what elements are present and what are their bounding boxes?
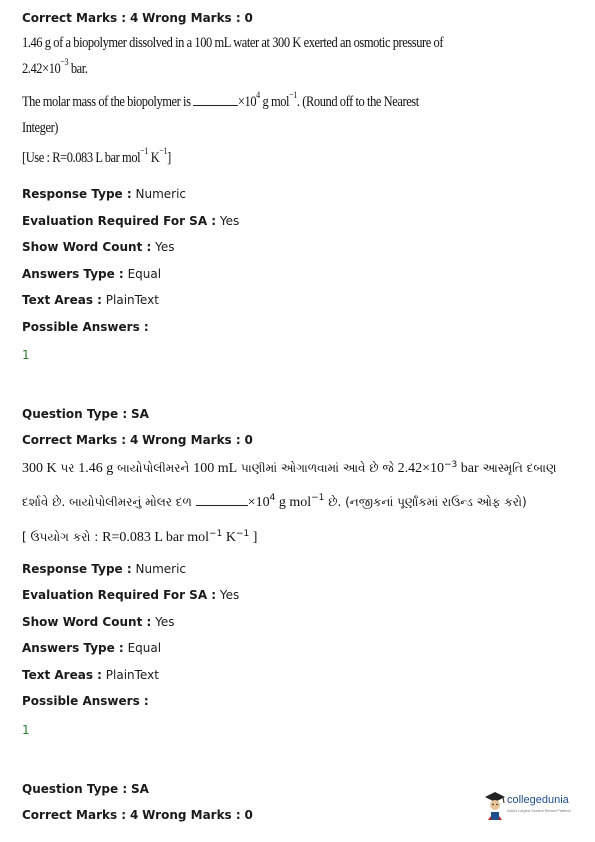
q1-possible-answer-value: 1 xyxy=(22,348,30,362)
q3-marks-line: Correct Marks : 4 Wrong Marks : 0 xyxy=(22,808,253,822)
q1-text-line-1: 1.46 g of a biopolymer dissolved in a 100 mL water at 300 K exerted an osmotic pressure of xyxy=(22,35,444,51)
q2-evaluation-required: Evaluation Required For SA : Yes xyxy=(22,588,240,602)
q1-show-word-count: Show Word Count : Yes xyxy=(22,240,175,254)
q1-text-line-4: Integer) xyxy=(22,120,59,136)
q2-possible-answer-value: 1 xyxy=(22,723,30,737)
wrong-marks-value: 0 xyxy=(244,11,253,25)
q2-marks-line: Correct Marks : 4 Wrong Marks : 0 xyxy=(22,433,253,447)
q1-answers-type: Answers Type : Equal xyxy=(22,267,162,281)
correct-marks-value: 4 xyxy=(129,11,139,25)
q2-gujarati-line-1: 300 K પર 1.46 g બાયોપોલીમરને 100 mL પાણીમાં ઓગાળવામાં આવે છે જે $2.42\times 10^{-3}$ bar આસ્મૃતિ દબાણ xyxy=(22,460,557,476)
graduate-mascot-icon xyxy=(483,790,507,824)
q1-text-line-3: The molar mass of the biopolymer is $\times 10^4$ g mol$^{-1}$. (Round off to the Nearest xyxy=(22,91,419,110)
q1-response-type: Response Type : Numeric xyxy=(22,187,187,201)
q1-possible-answers-label: Possible Answers : xyxy=(22,320,149,334)
q1-text-areas: Text Areas : PlainText xyxy=(22,293,159,307)
q1-text-line-5: [Use : R=0.083 L bar mol$^{-1}$ $K^{-1}$] xyxy=(22,147,171,166)
q2-gujarati-line-2: દર્શાવે છે. બાયોપોલીમરનું મોલર દળ $\times 10^4$ g mol$^{-1}$ છે. (નજીકનાં પૂર્ણાંકમાં રાઉન્ડ ઓફ કરો) xyxy=(22,493,527,510)
q1-evaluation-required: Evaluation Required For SA : Yes xyxy=(22,214,240,228)
q2-show-word-count: Show Word Count : Yes xyxy=(22,615,175,629)
q2-question-type: Question Type : SA xyxy=(22,407,149,421)
logo-tagline: India's Largest Student Review Platform xyxy=(507,809,571,813)
q2-response-type: Response Type : Numeric xyxy=(22,562,187,576)
q3-question-type: Question Type : SA xyxy=(22,782,149,796)
q1-text-line-2: $2.42\times 10^{-3}$ bar. xyxy=(22,58,88,77)
answer-blank xyxy=(193,94,238,106)
q2-possible-answers-label: Possible Answers : xyxy=(22,694,149,708)
collegedunia-logo xyxy=(483,790,583,826)
correct-marks-label: Correct Marks : xyxy=(22,11,127,25)
q2-text-areas: Text Areas : PlainText xyxy=(22,668,159,682)
logo-name: collegedunia xyxy=(507,794,569,806)
q1-marks-line xyxy=(22,11,253,25)
q2-answers-type: Answers Type : Equal xyxy=(22,641,162,655)
q2-gujarati-line-3: [ ઉપયોગ કરો : R=0.083 L bar mol$^{-1}$ $K^{-1}$ ] xyxy=(22,529,258,545)
wrong-marks-label: Wrong Marks : xyxy=(142,11,241,25)
answer-blank xyxy=(196,494,248,506)
